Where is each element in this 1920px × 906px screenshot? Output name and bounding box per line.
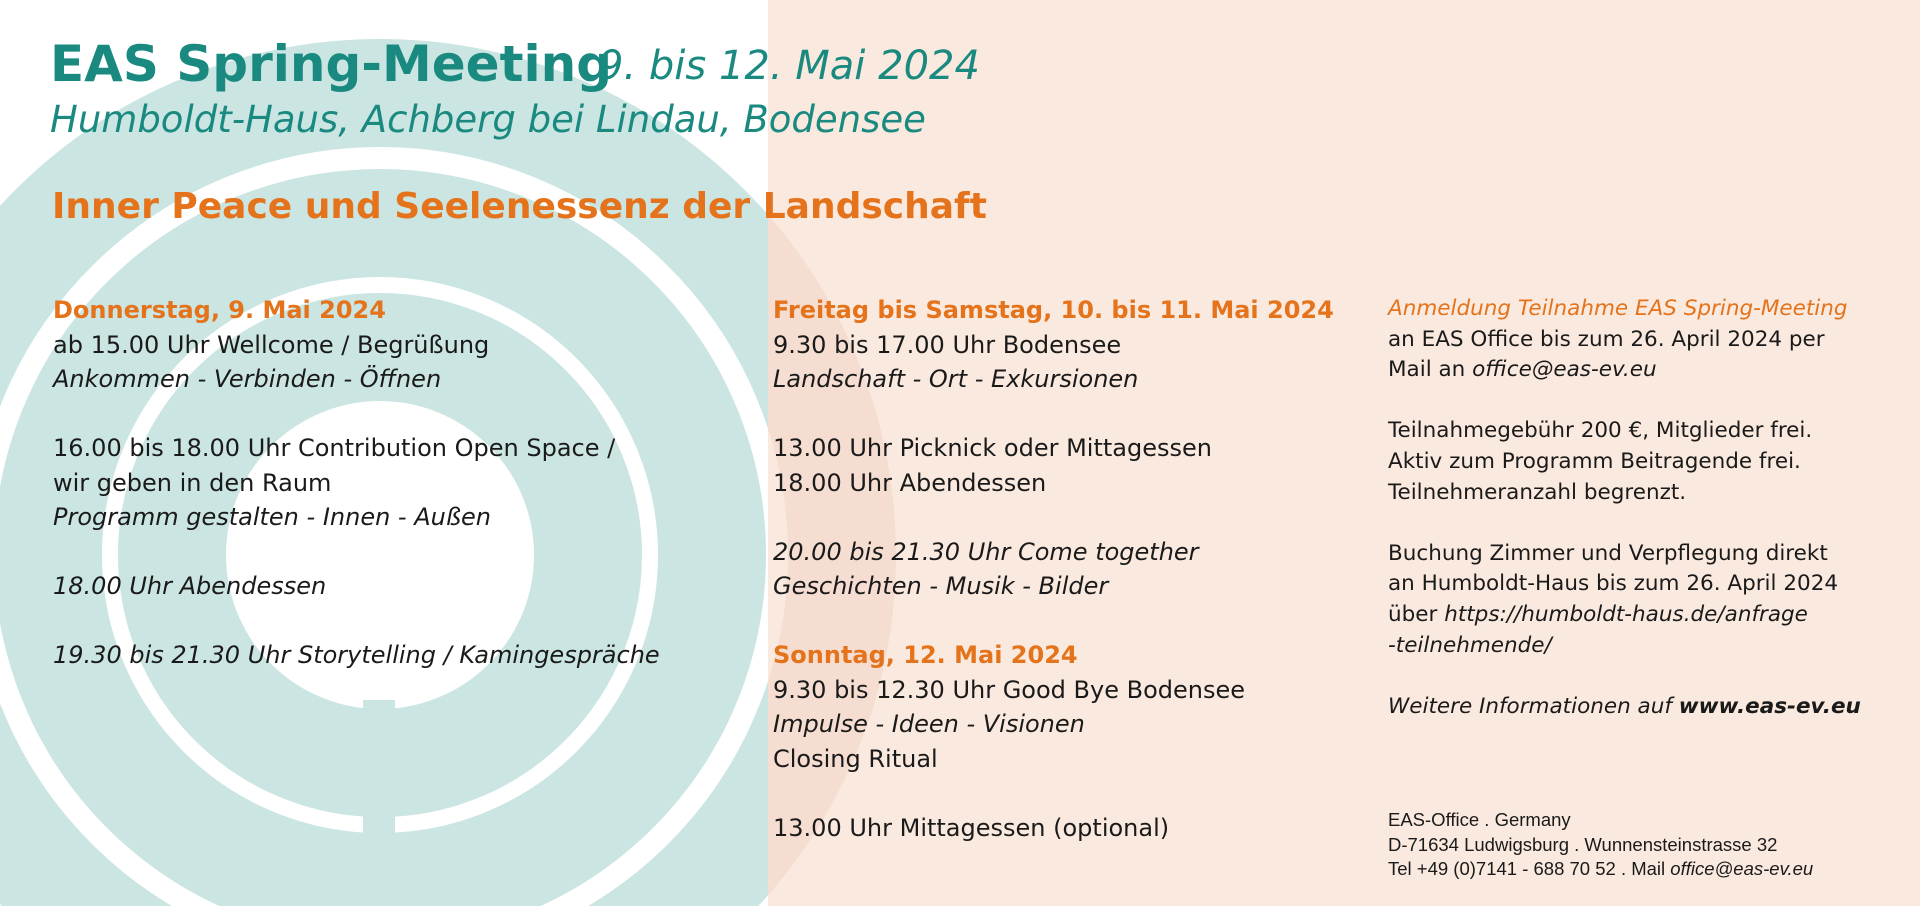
program-line: wir geben in den Raum — [53, 468, 332, 497]
info-line: Mail an office@eas-ev.eu — [1388, 357, 1657, 383]
program-line: Landschaft - Ort - Exkursionen — [773, 365, 1139, 393]
event-theme: Inner Peace und Seelenessenz der Landschaft — [52, 186, 987, 227]
program-line: Closing Ritual — [773, 744, 938, 773]
booking-url-link[interactable]: https://humboldt-haus.de/anfrage — [1444, 601, 1808, 627]
program-line: Programm gestalten - Innen - Außen — [53, 503, 491, 531]
info-line: über https://humboldt-haus.de/anfrage — [1388, 601, 1808, 627]
program-line: 19.30 bis 21.30 Uhr Storytelling / Kamingespräche — [53, 641, 660, 669]
program-days-friday-sunday — [773, 293, 1334, 845]
info-line: Teilnahmegebühr 200 €, Mitglieder frei. — [1388, 418, 1813, 444]
program-line: 9.30 bis 12.30 Uhr Good Bye Bodensee — [773, 675, 1245, 704]
program-line: 18.00 Uhr Abendessen — [53, 572, 327, 600]
info-line: Buchung Zimmer und Verpflegung direkt — [1388, 540, 1828, 566]
program-line: Ankommen - Verbinden - Öffnen — [53, 365, 442, 393]
info-line: Teilnehmeranzahl begrenzt. — [1388, 479, 1687, 505]
day-heading: Freitag bis Samstag, 10. bis 11. Mai 2024 — [773, 296, 1334, 324]
day-heading: Sonntag, 12. Mai 2024 — [773, 641, 1078, 669]
footer-line: Tel +49 (0)7141 - 688 70 52 . Mail office@eas-ev.eu — [1388, 858, 1814, 879]
event-location: Humboldt-Haus, Achberg bei Lindau, Bodensee — [50, 98, 926, 141]
event-dates: 9. bis 12. Mai 2024 — [598, 43, 980, 89]
program-line: 13.00 Uhr Picknick oder Mittagessen — [773, 434, 1212, 462]
program-line: Geschichten - Musik - Bilder — [773, 572, 1109, 600]
info-line: Weitere Informationen auf www.eas-ev.eu — [1388, 693, 1861, 719]
info-line: Aktiv zum Programm Beitragende frei. — [1388, 448, 1801, 474]
booking-url-link-continued[interactable]: -teilnehmende/ — [1388, 632, 1552, 658]
program-line: ab 15.00 Uhr Wellcome / Begrüßung — [53, 330, 490, 359]
info-line: an Humboldt-Haus bis zum 26. April 2024 — [1388, 571, 1839, 597]
program-line: Impulse - Ideen - Visionen — [773, 710, 1085, 738]
day-heading: Donnerstag, 9. Mai 2024 — [53, 296, 386, 324]
program-line: 9.30 bis 17.00 Uhr Bodensee — [773, 330, 1122, 359]
program-line: 18.00 Uhr Abendessen — [773, 468, 1047, 497]
info-line: an EAS Office bis zum 26. April 2024 per — [1388, 326, 1825, 352]
program-line: 13.00 Uhr Mittagessen (optional) — [773, 813, 1170, 842]
program-line: 16.00 bis 18.00 Uhr Contribution Open Space / — [53, 434, 616, 462]
program-day-thursday — [53, 293, 660, 673]
event-title: EAS Spring-Meeting — [50, 35, 613, 93]
office-address-footer — [1388, 808, 1813, 882]
footer-line: D-71634 Ludwigsburg . Wunnensteinstrasse 32 — [1388, 833, 1778, 855]
website-link[interactable]: www.eas-ev.eu — [1678, 693, 1861, 719]
registration-heading: Anmeldung Teilnahme EAS Spring-Meeting — [1388, 296, 1848, 321]
footer-email-link[interactable]: office@eas-ev.eu — [1670, 858, 1814, 879]
program-line: 20.00 bis 21.30 Uhr Come together — [773, 537, 1199, 566]
registration-info — [1388, 294, 1861, 722]
office-email-link[interactable]: office@eas-ev.eu — [1472, 357, 1657, 383]
footer-line: EAS-Office . Germany — [1388, 809, 1571, 830]
